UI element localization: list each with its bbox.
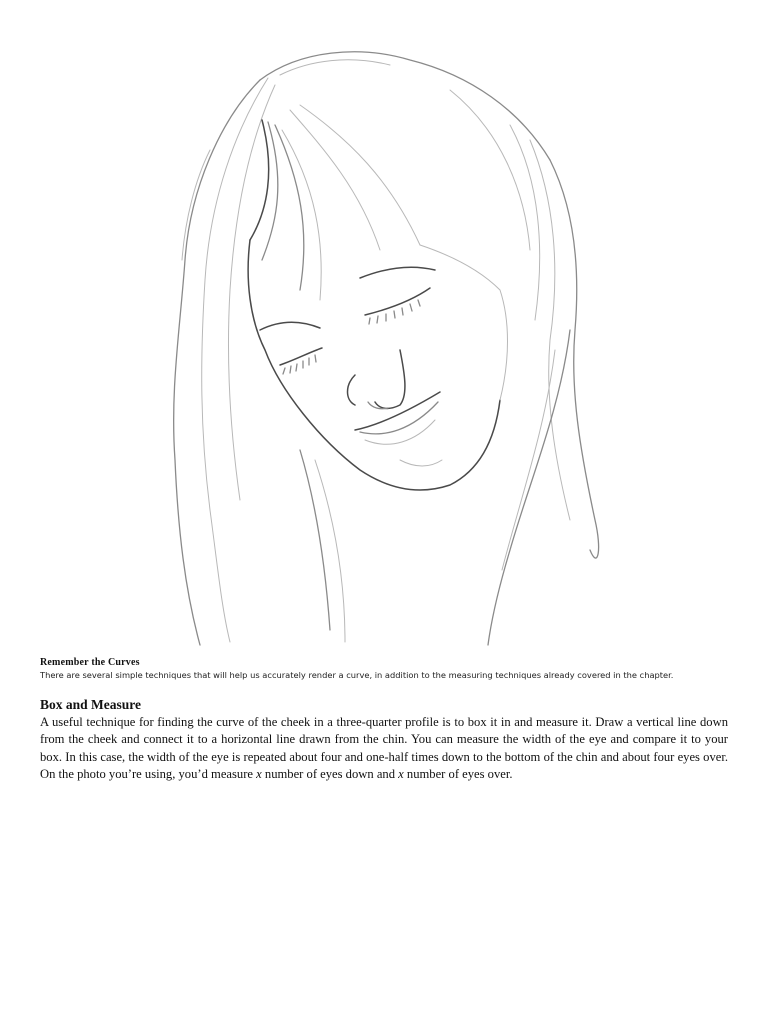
paragraph-text-3: number of eyes over. [403,766,513,781]
paragraph-text-2: number of eyes down and [261,766,399,781]
variable-x-1: x [256,766,262,781]
paragraph-text-1: A useful technique for finding the curve of the cheek in a three-quarter profile is to box it in and measure it. Draw a vertical line down from the cheek and connect it to a horizontal line drawn from the chin. You can measure the width of the eye and compare it to your box. In this case, the width of the eye is repeated about four and one-half times down to the bottom of the chin and about four eyes over. On the photo you’re using, you’d measure [40,715,728,781]
section-paragraph [40,714,728,783]
variable-x-2: x [398,766,404,781]
caption-text: There are several simple techniques that will help us accurately render a curve, in addition to the measuring techniques already covered in the chapter. [40,670,674,680]
girl-face-sketch-illustration [150,30,620,650]
section-heading: Box and Measure [40,697,142,712]
pencil-sketch-girl-face-icon [150,30,620,650]
caption-title: Remember the Curves [40,657,140,668]
